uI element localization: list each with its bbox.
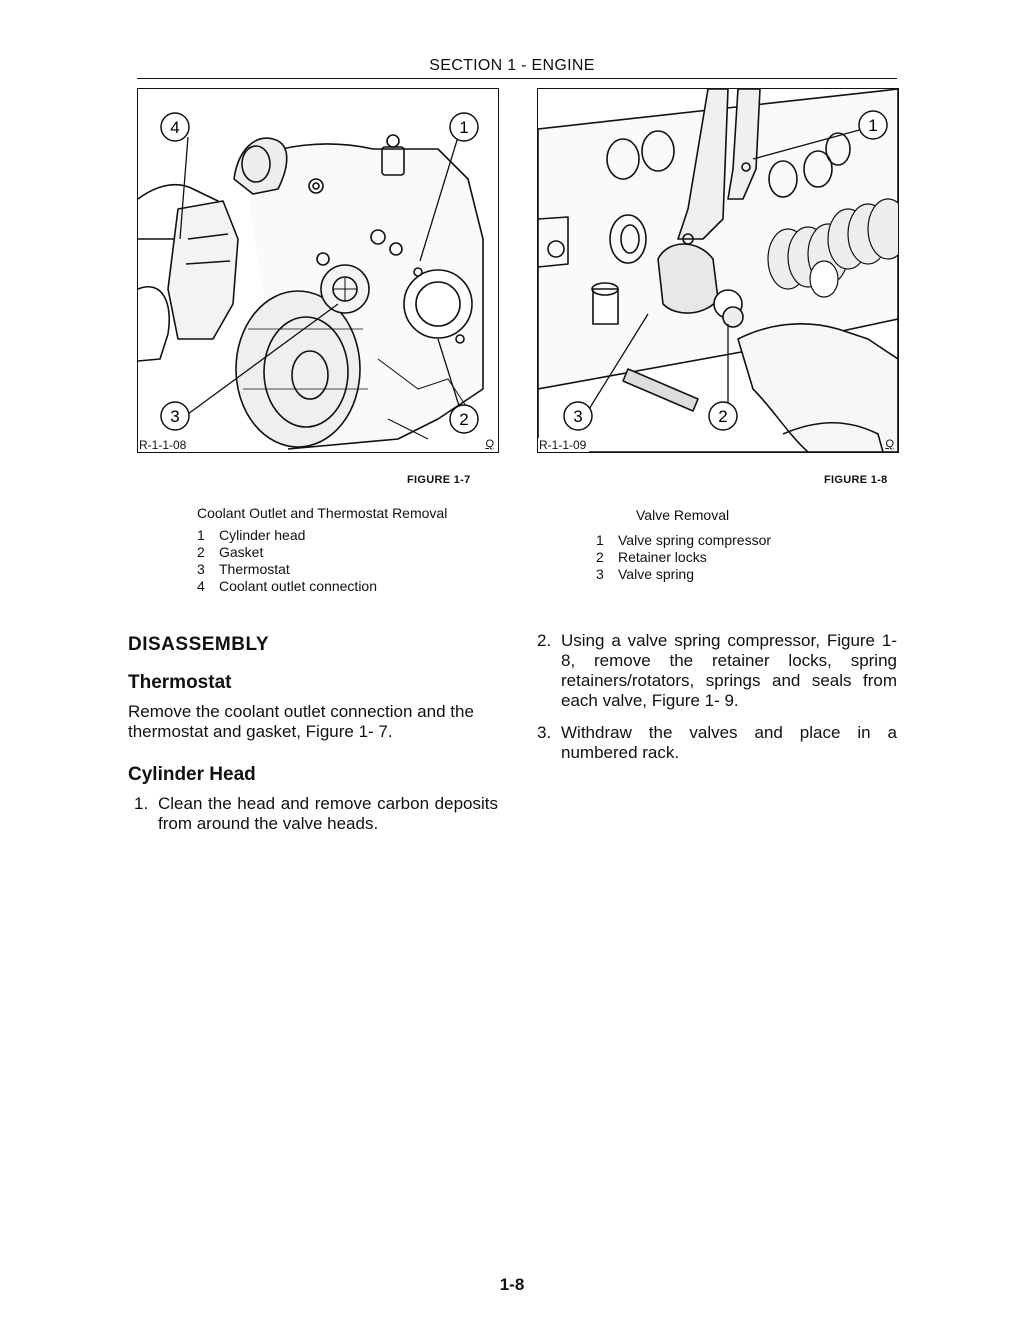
figure-1-7-drawing xyxy=(138,89,498,452)
threaded-rod-shape xyxy=(623,369,698,411)
callout-3-text: 3 xyxy=(170,407,180,426)
cylinder-head-heading: Cylinder Head xyxy=(128,764,256,785)
thermostat-heading: Thermostat xyxy=(128,672,232,693)
callout-1 xyxy=(450,113,478,141)
callout-3 xyxy=(564,402,592,430)
figure-1-7-illustration xyxy=(137,88,499,453)
callout-3 xyxy=(161,402,189,430)
figure-1-7-parts-list xyxy=(197,527,497,595)
figure-1-7-corner-mark: Q xyxy=(485,438,494,450)
list-item: 3 Thermostat xyxy=(197,561,290,577)
figure-1-8-ref-code: R-1-1-09 xyxy=(538,438,589,452)
figure-1-8-drawing xyxy=(538,89,898,452)
list-item: 1 Valve spring compressor xyxy=(596,532,772,548)
list-item: 2 Retainer locks xyxy=(596,549,707,565)
figure-1-8-label: FIGURE 1-8 xyxy=(824,474,888,486)
figure-1-8-corner-mark: Q xyxy=(885,438,894,450)
callout-4-text: 4 xyxy=(170,118,180,137)
coolant-outlet-shape xyxy=(168,201,238,339)
list-item: 2 Gasket xyxy=(197,544,264,560)
callout-2 xyxy=(709,402,737,430)
disassembly-heading: DISASSEMBLY xyxy=(128,634,269,655)
list-item: 3 Valve spring xyxy=(596,566,695,582)
callout-2 xyxy=(450,405,478,433)
figure-1-7-caption-title: Coolant Outlet and Thermostat Removal xyxy=(197,505,448,521)
figure-1-8-parts-list xyxy=(596,532,856,583)
callout-1-text: 1 xyxy=(868,116,878,135)
callout-4 xyxy=(161,113,189,141)
right-column xyxy=(537,631,897,763)
thermostat-paragraph: Remove the coolant outlet connection and the thermostat and gasket, Figure 1- 7. xyxy=(128,702,474,741)
callout-3-text: 3 xyxy=(573,407,583,426)
list-item: 1 Cylinder head xyxy=(197,527,306,543)
header-rule xyxy=(137,78,897,79)
step-2: 2. Using a valve spring compressor, Figure 1-8, remove the retainer locks, spring retainers/rotators, springs and seals from each valve, Figure 1- 9. xyxy=(537,631,897,710)
callout-2-text: 2 xyxy=(459,410,469,429)
page-number: 1-8 xyxy=(499,1275,525,1294)
section-header: SECTION 1 - ENGINE xyxy=(429,57,595,74)
left-column xyxy=(128,634,498,834)
gasket-shape xyxy=(404,270,472,338)
figure-1-7-label: FIGURE 1-7 xyxy=(407,474,471,486)
callout-1-text: 1 xyxy=(459,118,469,137)
step-1: 1. Clean the head and remove carbon deposits from around the valve heads. xyxy=(134,794,498,833)
figure-1-7-caption xyxy=(197,505,497,595)
callout-1 xyxy=(859,111,887,139)
figure-1-7-ref-code: R-1-1-08 xyxy=(138,438,189,452)
step-3: 3. Withdraw the valves and place in a numbered rack. xyxy=(537,723,897,762)
figure-1-8-illustration xyxy=(537,88,899,453)
callout-2-text: 2 xyxy=(718,407,728,426)
list-item: 4 Coolant outlet connection xyxy=(197,578,377,594)
pulley-shape xyxy=(236,291,360,447)
figure-1-8-caption-title: Valve Removal xyxy=(636,507,730,523)
